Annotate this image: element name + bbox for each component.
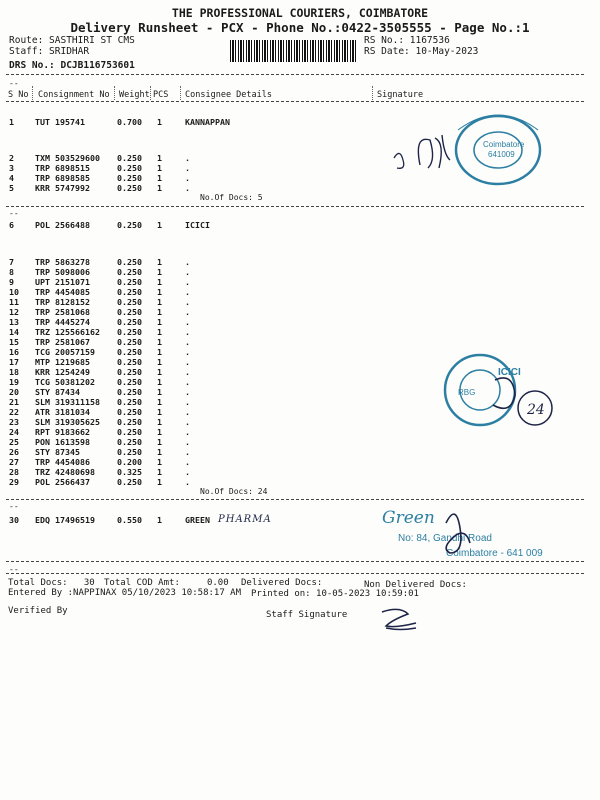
col-divider	[114, 86, 115, 100]
row-sno: 27	[9, 457, 19, 467]
row-sno: 8	[9, 267, 14, 277]
row-consignment-no: PON 1613598	[35, 437, 90, 447]
row-sno: 4	[9, 173, 14, 183]
row-pcs: 1	[157, 287, 162, 297]
row-weight: 0.250	[117, 307, 142, 317]
row-consignment-no: STY 87434	[35, 387, 80, 397]
table-row	[0, 287, 600, 297]
row-consignment-no: TRZ 125566162	[35, 327, 100, 337]
row-consignment-no: TRP 5863278	[35, 257, 90, 267]
row-consignment-no: KRR 5747992	[35, 183, 90, 193]
row-consignment-no: TRP 4454085	[35, 287, 90, 297]
row-sno: 12	[9, 307, 19, 317]
row-weight: 0.200	[117, 457, 142, 467]
row-sno: 13	[9, 317, 19, 327]
row-weight: 0.250	[117, 347, 142, 357]
table-row	[0, 257, 600, 267]
staff-signature-label: Staff Signature	[266, 610, 348, 620]
company-stamp-signature	[380, 110, 570, 195]
row-consignee: .	[185, 337, 190, 347]
group-mark: --	[9, 209, 19, 218]
row-weight: 0.250	[117, 367, 142, 377]
row-pcs: 1	[157, 337, 162, 347]
svg-text:RBG: RBG	[458, 388, 476, 397]
table-row	[0, 447, 600, 457]
row-consignment-no: TUT 195741	[35, 117, 85, 127]
row-sno: 3	[9, 163, 14, 173]
row-consignee: .	[185, 257, 190, 267]
row-consignment-no: TRP 5098006	[35, 267, 90, 277]
row-weight: 0.250	[117, 317, 142, 327]
svg-text:Coimbatore: Coimbatore	[483, 140, 525, 149]
table-row	[0, 220, 600, 230]
row-pcs: 1	[157, 220, 162, 230]
row-consignee: .	[185, 347, 190, 357]
row-consignment-no: STY 87345	[35, 447, 80, 457]
table-row	[0, 317, 600, 327]
row-weight: 0.550	[117, 515, 142, 525]
svg-text:24: 24	[527, 402, 545, 418]
row-pcs: 1	[157, 467, 162, 477]
total-cod: Total COD Amt: 0.00	[104, 578, 229, 588]
row-consignment-no: MTP 1219685	[35, 357, 90, 367]
row-weight: 0.700	[117, 117, 142, 127]
svg-text:Green: Green	[382, 508, 435, 528]
row-consignee: .	[185, 183, 190, 193]
row-consignee: .	[185, 387, 190, 397]
row-consignee: .	[185, 267, 190, 277]
row-pcs: 1	[157, 427, 162, 437]
row-consignment-no: TCG 50381202	[35, 377, 95, 387]
row-pcs: 1	[157, 117, 162, 127]
col-divider	[180, 86, 181, 100]
row-consignment-no: POL 2566488	[35, 220, 90, 230]
col-signature: Signature	[377, 90, 424, 100]
row-consignee: .	[185, 327, 190, 337]
row-consignee: .	[185, 357, 190, 367]
row-consignee: .	[185, 397, 190, 407]
row-pcs: 1	[157, 267, 162, 277]
separator	[6, 74, 584, 75]
row-sno: 29	[9, 477, 19, 487]
row-weight: 0.250	[117, 163, 142, 173]
row-sno: 25	[9, 437, 19, 447]
row-consignee: .	[185, 307, 190, 317]
row-consignee: .	[185, 477, 190, 487]
row-consignment-no: EDQ 17496519	[35, 515, 95, 525]
row-consignee: .	[185, 153, 190, 163]
row-weight: 0.250	[117, 477, 142, 487]
row-consignment-no: TRP 4454086	[35, 457, 90, 467]
col-weight: Weight	[119, 90, 150, 100]
row-weight: 0.250	[117, 267, 142, 277]
row-consignment-no: TXM 503529600	[35, 153, 100, 163]
table-row	[0, 477, 600, 487]
row-consignee: ICICI	[185, 220, 210, 230]
row-pcs: 1	[157, 173, 162, 183]
row-pcs: 1	[157, 347, 162, 357]
row-consignment-no: UPT 2151071	[35, 277, 90, 287]
verified-by: Verified By	[8, 606, 68, 616]
col-divider	[372, 86, 373, 100]
row-pcs: 1	[157, 257, 162, 267]
table-row	[0, 327, 600, 337]
row-consignment-no: TRP 6898515	[35, 163, 90, 173]
table-row	[0, 297, 600, 307]
row-weight: 0.250	[117, 183, 142, 193]
non-delivered-docs: Non Delivered Docs:	[364, 580, 467, 590]
row-pcs: 1	[157, 407, 162, 417]
row-sno: 7	[9, 257, 14, 267]
row-pcs: 1	[157, 163, 162, 173]
row-consignment-no: TRP 2581067	[35, 337, 90, 347]
row-consignee: .	[185, 457, 190, 467]
rs-date: RS Date: 10-May-2023	[364, 46, 479, 57]
table-row	[0, 267, 600, 277]
row-consignee: .	[185, 277, 190, 287]
row-pcs: 1	[157, 515, 162, 525]
row-consignment-no: TRP 6898585	[35, 173, 90, 183]
row-weight: 0.250	[117, 447, 142, 457]
row-consignee: .	[185, 467, 190, 477]
row-weight: 0.250	[117, 153, 142, 163]
col-sno: S No	[8, 90, 29, 100]
row-weight: 0.250	[117, 417, 142, 427]
staff-signature-mark	[378, 606, 428, 634]
row-weight: 0.250	[117, 220, 142, 230]
document-title: THE PROFESSIONAL COURIERS, COIMBATORE	[171, 6, 429, 20]
row-pcs: 1	[157, 377, 162, 387]
row-weight: 0.250	[117, 287, 142, 297]
row-consignee: .	[185, 173, 190, 183]
row-consignment-no: TRP 2581068	[35, 307, 90, 317]
table-row	[0, 307, 600, 317]
row-sno: 2	[9, 153, 14, 163]
svg-text:641009: 641009	[488, 150, 515, 159]
total-docs: Total Docs: 30	[8, 578, 95, 588]
row-pcs: 1	[157, 477, 162, 487]
row-sno: 9	[9, 277, 14, 287]
col-pcs: PCS	[153, 90, 169, 100]
row-consignment-no: TRP 4445274	[35, 317, 90, 327]
row-pcs: 1	[157, 317, 162, 327]
row-sno: 15	[9, 337, 19, 347]
separator	[6, 101, 584, 102]
row-sno: 5	[9, 183, 14, 193]
row-sno: 19	[9, 377, 19, 387]
row-consignment-no: POL 2566437	[35, 477, 90, 487]
row-pcs: 1	[157, 183, 162, 193]
table-row	[0, 337, 600, 347]
svg-text:Coimbatore - 641 009: Coimbatore - 641 009	[446, 548, 543, 559]
row-sno: 17	[9, 357, 19, 367]
row-pcs: 1	[157, 153, 162, 163]
docs-count: No.Of Docs: 24	[200, 487, 268, 496]
drs-number: DRS No.: DCJB116753601	[9, 60, 135, 71]
col-consignment: Consignment No	[38, 90, 110, 100]
row-sno: 18	[9, 367, 19, 377]
row-weight: 0.250	[117, 437, 142, 447]
row-consignee: .	[185, 437, 190, 447]
separator	[6, 206, 584, 207]
route: Route: SASTHIRI ST CMS	[9, 35, 135, 46]
green-pharma-stamp	[376, 498, 556, 563]
rs-number: RS No.: 1167536	[364, 35, 450, 46]
icici-bank-stamp	[440, 350, 560, 440]
row-sno: 23	[9, 417, 19, 427]
docs-count: No.Of Docs: 5	[200, 193, 263, 202]
row-consignment-no: RPT 9183662	[35, 427, 90, 437]
row-weight: 0.250	[117, 377, 142, 387]
row-pcs: 1	[157, 437, 162, 447]
row-consignee: .	[185, 163, 190, 173]
row-consignee: .	[185, 297, 190, 307]
row-sno: 16	[9, 347, 19, 357]
row-consignment-no: ATR 3181034	[35, 407, 90, 417]
col-divider	[150, 86, 151, 100]
row-pcs: 1	[157, 297, 162, 307]
group-mark: --	[9, 565, 19, 574]
row-consignee: .	[185, 417, 190, 427]
row-pcs: 1	[157, 277, 162, 287]
row-weight: 0.250	[117, 427, 142, 437]
svg-text:No: 84, Gandhi Road: No: 84, Gandhi Road	[398, 533, 492, 544]
row-weight: 0.250	[117, 327, 142, 337]
row-sno: 11	[9, 297, 19, 307]
row-sno: 21	[9, 397, 19, 407]
printed-on: Printed on: 10-05-2023 10:59:01	[251, 589, 419, 599]
table-row	[0, 457, 600, 467]
row-pcs: 1	[157, 417, 162, 427]
group-mark: --	[9, 502, 19, 511]
row-weight: 0.250	[117, 277, 142, 287]
col-details: Consignee Details	[185, 90, 272, 100]
row-consignee: .	[185, 447, 190, 457]
handwritten-note: PHARMA	[218, 514, 272, 525]
table-row	[0, 467, 600, 477]
row-consignee: .	[185, 317, 190, 327]
row-weight: 0.250	[117, 407, 142, 417]
row-consignment-no: SLM 319305625	[35, 417, 100, 427]
row-pcs: 1	[157, 387, 162, 397]
row-consignment-no: TCG 20057159	[35, 347, 95, 357]
entered-by: Entered By :NAPPINAX 05/10/2023 10:58:17 AM	[8, 588, 241, 598]
row-sno: 30	[9, 515, 19, 525]
row-pcs: 1	[157, 307, 162, 317]
row-sno: 22	[9, 407, 19, 417]
row-sno: 24	[9, 427, 19, 437]
row-consignee: .	[185, 367, 190, 377]
row-consignee: GREEN	[185, 515, 210, 525]
row-sno: 1	[9, 117, 14, 127]
svg-text:ICICI: ICICI	[498, 367, 521, 378]
row-pcs: 1	[157, 457, 162, 467]
group-mark: --	[9, 79, 19, 88]
row-consignment-no: SLM 319311158	[35, 397, 100, 407]
table-row	[0, 277, 600, 287]
row-consignee: .	[185, 287, 190, 297]
col-divider	[32, 86, 33, 100]
row-pcs: 1	[157, 357, 162, 367]
row-weight: 0.250	[117, 387, 142, 397]
row-sno: 20	[9, 387, 19, 397]
delivered-docs: Delivered Docs:	[241, 578, 323, 588]
row-consignee: KANNAPPAN	[185, 117, 230, 127]
row-pcs: 1	[157, 327, 162, 337]
row-weight: 0.325	[117, 467, 142, 477]
row-weight: 0.250	[117, 173, 142, 183]
row-pcs: 1	[157, 367, 162, 377]
row-consignee: .	[185, 377, 190, 387]
row-pcs: 1	[157, 447, 162, 457]
row-sno: 26	[9, 447, 19, 457]
row-weight: 0.250	[117, 357, 142, 367]
barcode	[230, 40, 358, 62]
row-consignee: .	[185, 407, 190, 417]
document-subtitle: Delivery Runsheet - PCX - Phone No.:0422-3505555 - Page No.:1	[70, 20, 530, 35]
row-consignment-no: KRR 1254249	[35, 367, 90, 377]
row-consignment-no: TRZ 42480698	[35, 467, 95, 477]
row-consignee: .	[185, 427, 190, 437]
separator	[6, 573, 584, 574]
row-consignment-no: TRP 8128152	[35, 297, 90, 307]
row-sno: 28	[9, 467, 19, 477]
row-weight: 0.250	[117, 397, 142, 407]
row-sno: 10	[9, 287, 19, 297]
row-sno: 14	[9, 327, 19, 337]
staff: Staff: SRIDHAR	[9, 46, 90, 57]
row-weight: 0.250	[117, 337, 142, 347]
row-weight: 0.250	[117, 257, 142, 267]
row-weight: 0.250	[117, 297, 142, 307]
row-pcs: 1	[157, 397, 162, 407]
row-sno: 6	[9, 220, 14, 230]
